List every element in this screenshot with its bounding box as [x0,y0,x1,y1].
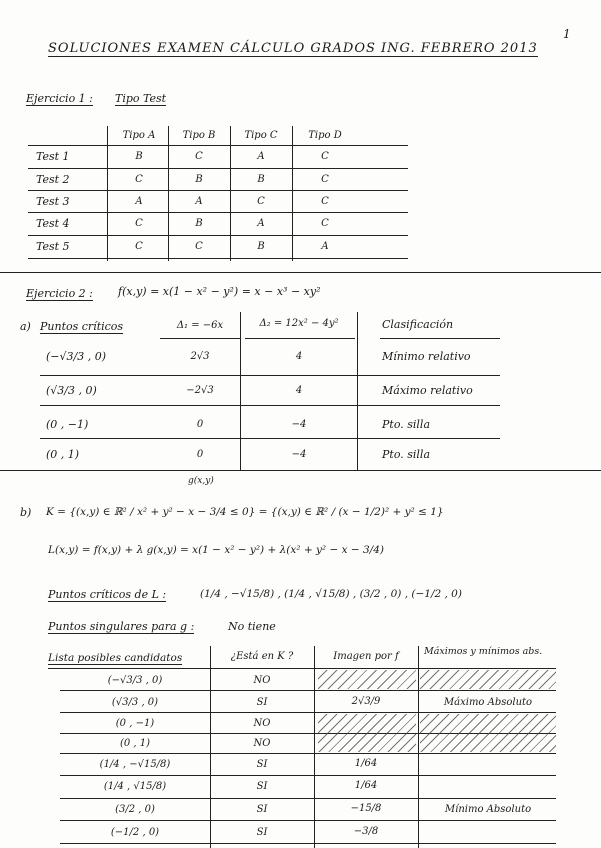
cand-cell: −3/8 [353,826,379,837]
ex1-cell: A [257,151,265,162]
ex1-heading: Ejercicio 1 : [26,92,93,105]
part-a-col-header: Clasificación [382,318,454,331]
singular-points-value: No tiene [228,620,276,633]
ex1-cell: C [135,174,143,185]
ex1-cell: C [321,196,329,207]
ex1-cell: C [321,174,329,185]
part-a-cell: Pto. silla [382,448,431,461]
part-a-col-header: Δ₂ = 12x² − 4y² [259,318,339,329]
singular-points-label: Puntos singulares para g : [48,620,195,633]
cand-cell: 1/64 [354,780,378,791]
ex1-col-header: Tipo C [244,130,278,141]
ex2-function: f(x,y) = x(1 − x² − y²) = x − x³ − xy² [118,285,321,298]
part-a-cell: 2√3 [190,351,210,362]
critical-points-label: Puntos críticos de L : [48,588,167,601]
ex1-cell: C [135,241,143,252]
ex1-row-label: Test 5 [36,240,70,253]
cand-cell: NO [253,738,271,749]
cand-cell: SI [256,827,268,838]
cand-col-header: Imagen por f [333,651,399,662]
cand-cell: SI [256,804,268,815]
set-k-definition: K = {(x,y) ∈ ℝ² / x² + y² − x − 3/4 ≤ 0} = {(x,y) ∈ ℝ² / (x − 1/2)² + y² ≤ 1} [46,506,444,518]
ex1-cell: A [195,196,203,207]
cand-cell: NO [253,718,271,729]
cand-cell: SI [256,781,268,792]
cand-cell: 1/64 [354,758,378,769]
cand-cell: (3/2 , 0) [115,804,155,815]
part-a-cell: −4 [291,449,307,460]
cand-cell: (−√3/3 , 0) [107,675,163,686]
cand-cell: (0 , 1) [119,738,151,749]
ex1-col-header: Tipo A [122,130,156,141]
part-b-label: b) [20,506,32,519]
part-a-cell: Mínimo relativo [382,350,471,363]
part-a-cell: (√3/3 , 0) [46,384,97,397]
part-a-cell: (0 , 1) [46,448,80,461]
page-number: 1 [563,27,571,41]
part-a-cell: 4 [295,385,303,396]
critical-points: (1/4 , −√15/8) , (1/4 , √15/8) , (3/2 , 0) , (−1/2 , 0) [200,588,462,600]
ex1-row-label: Test 3 [36,195,70,208]
part-a-cell: −4 [291,419,307,430]
lagrangian: L(x,y) = f(x,y) + λ g(x,y) = x(1 − x² − y²) + λ(x² + y² − x − 3/4) [48,544,384,556]
cand-cell: (1/4 , −√15/8) [99,759,171,770]
section-divider [0,272,601,273]
ex1-cell: B [195,174,203,185]
ex1-col-header: Tipo B [182,130,216,141]
part-a-col-header: Puntos críticos [40,320,124,333]
cand-cell: (√3/3 , 0) [111,697,159,708]
ex1-cell: C [321,218,329,229]
cand-cell: NO [253,675,271,686]
ex1-cell: C [257,196,265,207]
ex1-col-header: Tipo D [308,130,342,141]
section-divider [0,470,601,471]
ex1-cell: B [257,174,265,185]
cand-col-header: Máximos y mínimos abs. [424,646,543,657]
part-a-cell: Máximo relativo [382,384,473,397]
part-a-cell: 4 [295,351,303,362]
ex1-cell: C [195,151,203,162]
part-a-cell: −2√3 [186,385,214,396]
cand-cell: Máximo Absoluto [443,697,533,708]
ex1-row-label: Test 1 [36,150,70,163]
part-a-cell: Pto. silla [382,418,431,431]
ex1-cell: C [195,241,203,252]
ex1-cell: C [321,151,329,162]
cand-cell: Mínimo Absoluto [444,804,532,815]
ex1-subtitle: Tipo Test [115,92,167,105]
cand-col-header: Lista posibles candidatos [48,652,183,664]
part-a-cell: 0 [196,419,204,430]
part-a-cell: (0 , −1) [46,418,89,431]
ex1-cell: B [135,151,143,162]
cand-cell: 2√3/9 [351,696,381,707]
ex1-row-label: Test 4 [36,217,70,230]
ex1-cell: A [135,196,143,207]
g-annotation: g(x,y) [188,476,214,486]
ex1-row-label: Test 2 [36,173,70,186]
ex1-cell: C [135,218,143,229]
cand-cell: SI [256,697,268,708]
page-title: SOLUCIONES EXAMEN CÁLCULO GRADOS ING. FEBRERO 2013 [48,41,538,56]
ex1-cell: B [195,218,203,229]
ex1-cell: A [321,241,329,252]
cand-col-header: ¿Está en K ? [230,651,294,662]
ex1-cell: A [257,218,265,229]
part-a-col-header: Δ₁ = −6x [176,320,224,331]
part-a-label: a) [20,320,31,333]
cand-cell: (−1/2 , 0) [110,827,160,838]
cand-cell: −15/8 [350,803,382,814]
cand-cell: SI [256,759,268,770]
part-a-cell: (−√3/3 , 0) [46,350,107,363]
part-a-cell: 0 [196,449,204,460]
cand-cell: (0 , −1) [115,718,155,729]
cand-cell: (1/4 , √15/8) [103,781,167,792]
ex2-heading: Ejercicio 2 : [26,287,93,300]
ex1-cell: B [257,241,265,252]
